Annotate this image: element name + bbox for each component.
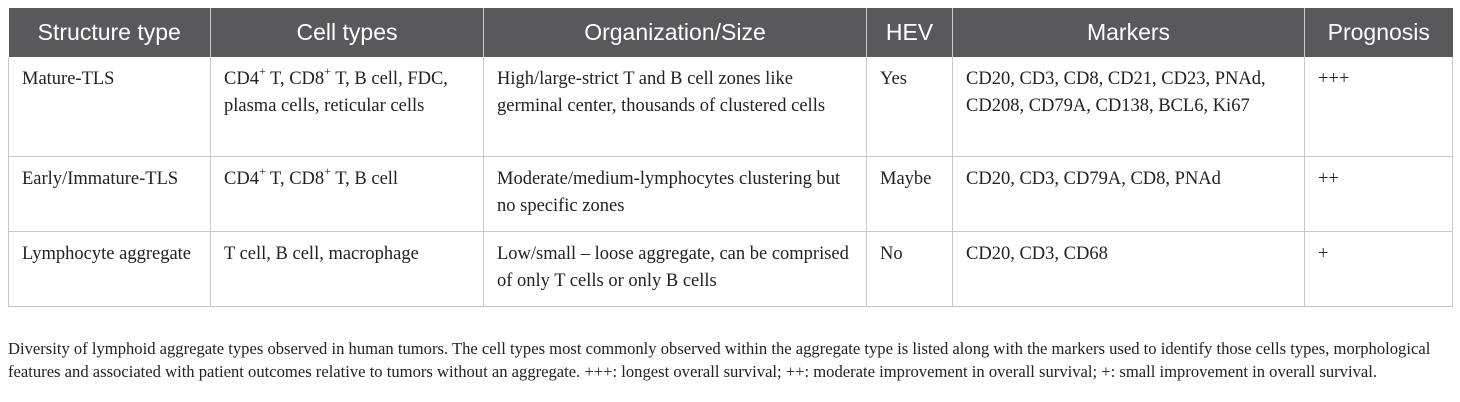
header-markers: Markers [953, 8, 1305, 57]
table-row [9, 232, 1453, 307]
prognosis-cell: ++ [1305, 157, 1453, 232]
prognosis-cell: +++ [1305, 57, 1453, 157]
hev-cell: Maybe [867, 157, 953, 232]
organization-cell: Low/small – loose aggregate, can be comprised of only T cells or only B cells [484, 232, 867, 307]
table-row [9, 57, 1453, 157]
hev-cell: No [867, 232, 953, 307]
table-header [9, 8, 1453, 57]
header-prognosis: Prognosis [1305, 8, 1453, 57]
header-structure-type: Structure type [37, 19, 181, 45]
cell-types-cell: T cell, B cell, macrophage [211, 232, 484, 307]
tls-table [8, 8, 1453, 307]
cell-types-cell: CD4+ T, CD8+ T, B cell, FDC, plasma cells, reticular cells [211, 57, 484, 157]
header-cell-types: Cell types [211, 8, 484, 57]
structure-type-cell: Lymphocyte aggregate [9, 232, 211, 307]
markers-cell: CD20, CD3, CD68 [953, 232, 1305, 307]
markers-cell: CD20, CD3, CD79A, CD8, PNAd [953, 157, 1305, 232]
organization-cell: Moderate/medium-lymphocytes clustering but no specific zones [484, 157, 867, 232]
table-body [9, 57, 1453, 307]
prognosis-cell: + [1305, 232, 1453, 307]
hev-cell: Yes [867, 57, 953, 157]
header-organization-size: Organization/Size [484, 8, 867, 57]
table-row [9, 157, 1453, 232]
organization-cell: High/large-strict T and B cell zones like germinal center, thousands of clustered cells [484, 57, 867, 157]
header-row [9, 8, 1453, 57]
structure-type-cell: Mature-TLS [9, 57, 211, 157]
header-hev: HEV [867, 8, 953, 57]
markers-cell: CD20, CD3, CD8, CD21, CD23, PNAd, CD208, CD79A, CD138, BCL6, Ki67 [953, 57, 1305, 157]
cell-types-cell: CD4+ T, CD8+ T, B cell [211, 157, 484, 232]
table-caption: Diversity of lymphoid aggregate types observed in human tumors. The cell types most commonly observed within the aggregate type is listed along with the markers used to identify those cells types, morphological features and associated with patient outcomes relative to tumors without an aggregate. +++: longest overall survival; ++: moderate improvement in overall survival; +: small improvement in overall survival. [8, 338, 1431, 382]
structure-type-cell: Early/Immature-TLS [9, 157, 211, 232]
